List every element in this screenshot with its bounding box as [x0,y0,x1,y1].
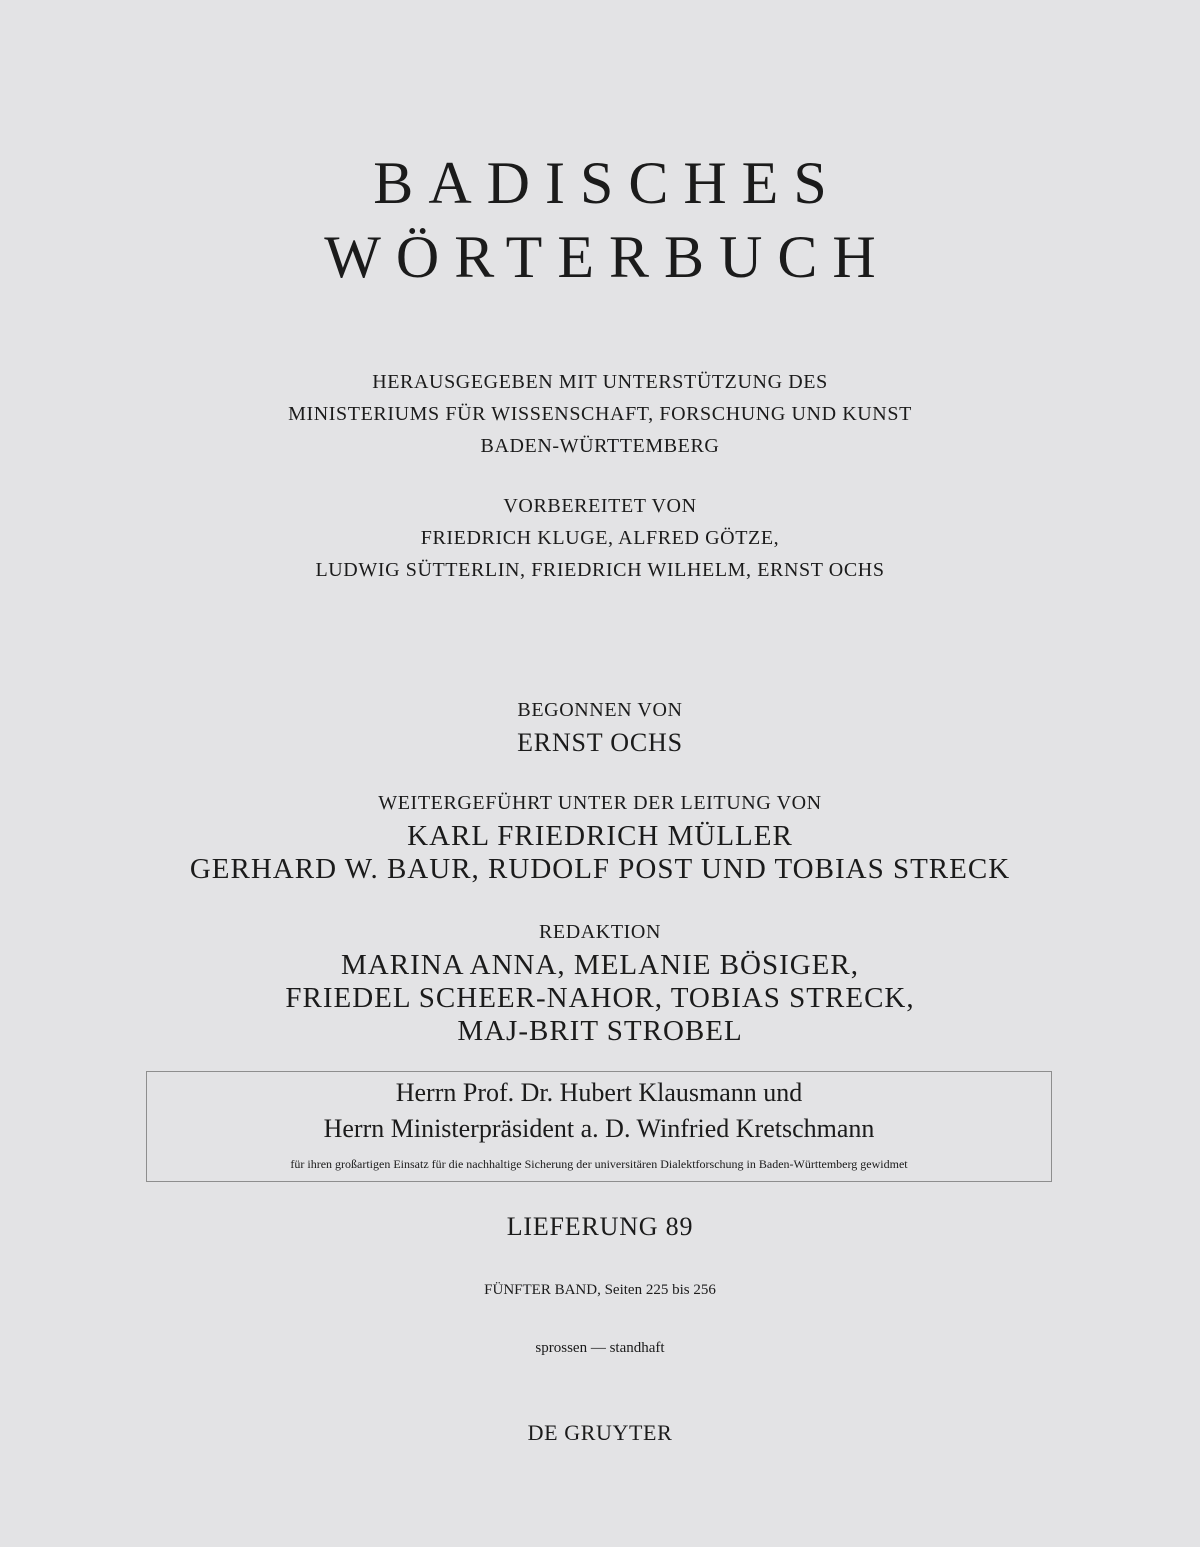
title-line-2: WÖRTERBUCH [324,224,891,290]
issue-label: LIEFERUNG 89 [506,1212,694,1241]
prepared-label: VORBEREITET VON [503,495,697,517]
editorial-names: FRIEDEL SCHEER-NAHOR, TOBIAS STRECK, [285,982,915,1014]
volume-info: FÜNFTER BAND, Seiten 225 bis 256 [484,1282,716,1298]
dedication-line-2: Herrn Ministerpräsident a. D. Winfried Kretschmann [323,1114,875,1143]
begun-label: BEGONNEN VON [517,699,683,721]
continued-names: KARL FRIEDRICH MÜLLER [407,820,793,852]
publisher-info-line: MINISTERIUMS FÜR WISSENSCHAFT, FORSCHUNG UND KUNST [288,403,912,425]
prepared-names: LUDWIG SÜTTERLIN, FRIEDRICH WILHELM, ERNST OCHS [315,559,885,581]
prepared-names: FRIEDRICH KLUGE, ALFRED GÖTZE, [420,527,780,549]
title-line-1: BADISCHES [373,150,842,216]
begun-name: ERNST OCHS [517,728,683,757]
continued-label: WEITERGEFÜHRT UNTER DER LEITUNG VON [378,792,822,814]
dedication-box [146,1071,1052,1182]
publisher-name: DE GRUYTER [527,1420,673,1445]
editorial-names: MAJ-BRIT STROBEL [457,1015,743,1047]
publisher-info-line: HERAUSGEGEBEN MIT UNTERSTÜTZUNG DES [372,371,828,393]
entry-range: sprossen — standhaft [535,1340,665,1356]
dedication-line-3: für ihren großartigen Einsatz für die nachhaltige Sicherung der universitären Dialektforschung in Baden-Württemberg gewidmet [290,1157,908,1171]
continued-names: GERHARD W. BAUR, RUDOLF POST UND TOBIAS STRECK [189,853,1011,885]
editorial-label: REDAKTION [538,921,662,943]
dedication-line-1: Herrn Prof. Dr. Hubert Klausmann und [395,1078,803,1107]
publisher-info-line: BADEN-WÜRTTEMBERG [480,435,720,457]
editorial-names: MARINA ANNA, MELANIE BÖSIGER, [341,949,859,981]
